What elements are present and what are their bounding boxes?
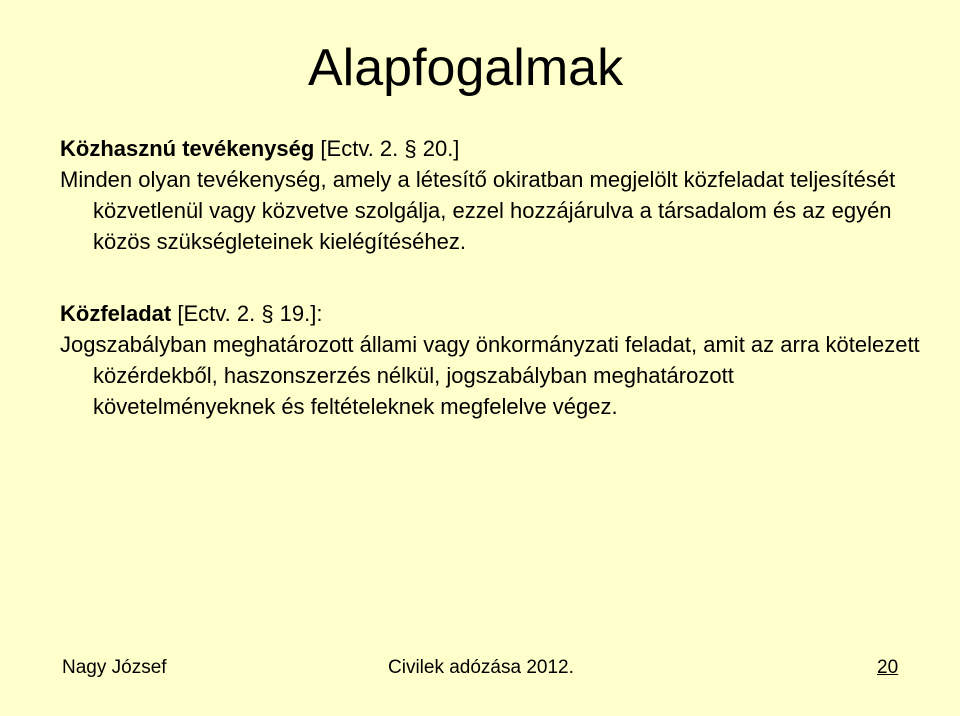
term-kozfeladat: Közfeladat [60,301,172,326]
section-spacer [60,257,920,298]
footer-author: Nagy József [62,657,167,678]
section-heading-kozhasznu [60,133,920,164]
definition-kozfeladat: Jogszabályban meghatározott állami vagy önkormányzati feladat, amit az arra kötelezett közérdekből, haszonszerzés nélkül, jogszabályban meghatározott követelményeknek és feltételeknek megfelelve végez. [60,332,920,419]
definition-kozhasznu-tevekenyseg: Minden olyan tevékenység, amely a létesítő okiratban megjelölt közfeladat teljesítését közvetlenül vagy közvetve szolgálja, ezzel hozzájárulva a társadalom és az egyén közös szükségleteinek kielégítéséhez. [60,167,896,254]
reference-ectv-19: [Ectv. 2. § 19.]: [171,301,323,326]
reference-ectv-20: [Ectv. 2. § 20.] [314,136,460,161]
section-heading-kozfeladat [60,298,920,329]
slide-footer [0,654,960,682]
footer-presentation-title: Civilek adózása 2012. [388,657,574,678]
term-kozhasznu-tevekenyseg: Közhasznú tevékenység [60,136,315,161]
slide-title: Alapfogalmak [308,39,624,97]
slide-content [60,133,920,422]
footer-page-number: 20 [877,657,899,678]
